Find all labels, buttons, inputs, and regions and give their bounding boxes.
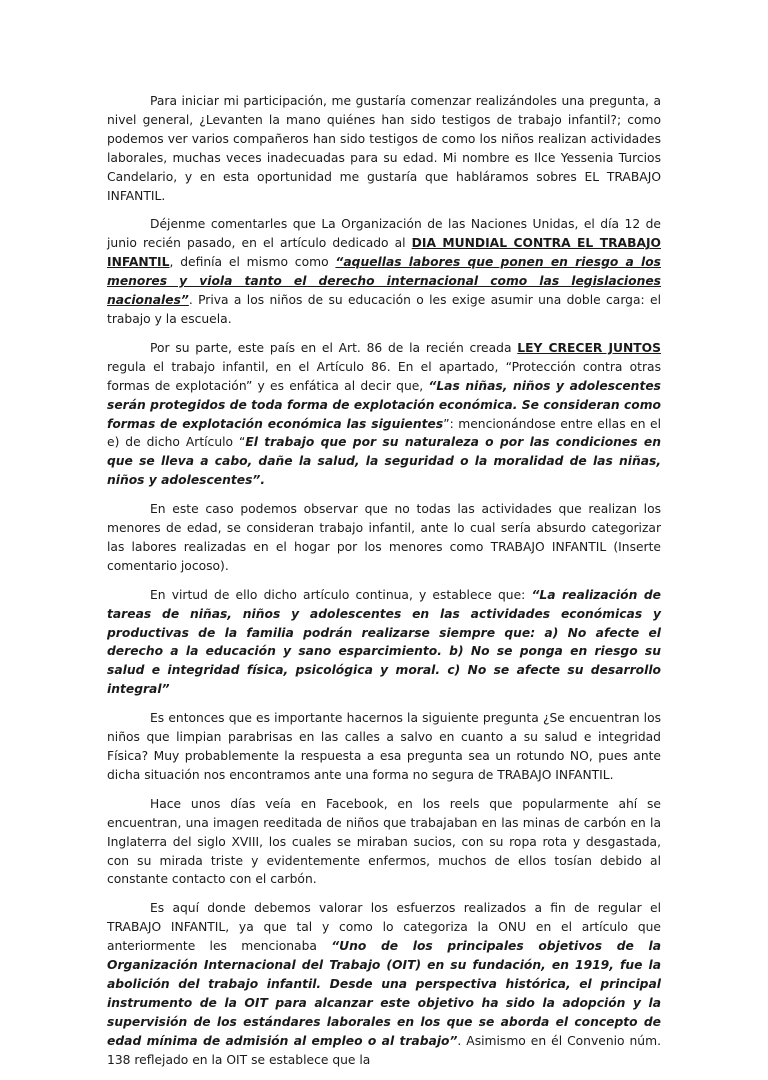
paragraph-text: Es aquí donde debemos valorar los esfuerzos realizados a fin de regular el TRABAJO INFANTIL, ya que tal y como lo categoriza la ONU en el artículo que anteriormente les mencionaba bbox=[107, 901, 661, 954]
paragraph-text: Para iniciar mi participación, me gustaría comenzar realizándoles una pregunta, a nivel general, ¿Levanten la mano quiénes han sido testigos de trabajo infantil?; como podemos ver varios compañeros han sido testigos de como los niños realizan actividades laborales, muchas veces inadecuadas para su edad. Mi nombre es Ilce Yessenia Turcios Candelario, y en esta oportunidad me gustaría que habláramos sobres EL TRABAJO INFANTIL. bbox=[107, 94, 661, 203]
paragraph-ley-crecer-juntos bbox=[107, 339, 661, 490]
paragraph-onu-definition bbox=[107, 215, 661, 328]
article-quote: El trabajo que por su naturaleza o por las condiciones en que se lleva a cabo, dañe la salud, la seguridad o la moralidad de las niñas, niños y adolescentes”. bbox=[107, 435, 661, 488]
paragraph-text: . Priva a los niños de su educación o les exige asumir una doble carga: el trabajo y la escuela. bbox=[107, 293, 661, 326]
paragraph-text: Es entonces que es importante hacernos la siguiente pregunta ¿Se encuentran los niños que limpian parabrisas en las calles a salvo en cuanto a su salud e integridad Física? Muy probablemente la respuesta a esa pregunta sea un rotundo NO, pues ante dicha situación nos encontramos ante una forma no segura de TRABAJO INFANTIL. bbox=[107, 711, 661, 782]
oit-quote: “Uno de los principales objetivos de la Organización Internacional del Trabajo (OIT) en su fundación, en 1919, fue la abolición del trabajo infantil. Desde una perspectiva histórica, el principal instrumento de la OIT para alcanzar este objetivo ha sido la adopción y la supervisión de los estándares laborales en los que se aborda el concepto de edad mínima de admisión al empleo o al trabajo” bbox=[107, 939, 661, 1048]
paragraph-text: regula el trabajo infantil, en el Artículo 86. En el apartado, “Protección contra otras formas de explotación” y es enfática al decir que, bbox=[107, 359, 661, 393]
paragraph-text: Déjenme comentarles que La Organización de las Naciones Unidas, el día 12 de junio recién pasado, en el artículo dedicado al bbox=[107, 217, 661, 251]
day-title: DIA MUNDIAL CONTRA EL TRABAJO INFANTIL bbox=[107, 236, 661, 270]
document-body bbox=[107, 92, 661, 1080]
paragraph-text: Hace unos días veía en Facebook, en los reels que popularmente ahí se encuentran, una imagen reeditada de niños que trabajaban en las minas de carbón en la Inglaterra del siglo XVIII, los cuales se miraban sucios, con su ropa rota y desgastada, con su mirada triste y evidentemente enfermos, muchos de ellos tosían debido al constante contacto con el carbón. bbox=[107, 796, 661, 887]
paragraph-text: En virtud de ello dicho artículo continua, y establece que: bbox=[150, 587, 532, 602]
definition-quote: “aquellas labores que ponen en riesgo a los menores y viola tanto el derecho internacional como las legislaciones nacionales” bbox=[107, 255, 661, 308]
law-quote: “Las niñas, niños y adolescentes serán protegidos de toda forma de explotación económica. Se consideran como formas de explotación económica las siguientes bbox=[107, 378, 661, 431]
paragraph-oit bbox=[107, 899, 661, 1069]
paragraph-household-work bbox=[107, 500, 661, 576]
paragraph-text: , definía el mismo como bbox=[169, 255, 336, 270]
paragraph-question bbox=[107, 709, 661, 785]
law-title: LEY CRECER JUNTOS bbox=[517, 340, 661, 355]
conditions-quote: “La realización de tareas de niñas, niños y adolescentes en las actividades económicas y productivas de la familia podrán realizarse siempre que: a) No afecte el derecho a la educación y sano esparcimiento. b) No se ponga en riesgo su salud e integridad física, psicológica y moral. c) No se afecte su desarrollo integral” bbox=[107, 587, 661, 697]
paragraph-article-continues bbox=[107, 586, 661, 699]
paragraph-text: ”: mencionándose entre ellas en el e) de dicho Artículo “ bbox=[107, 416, 661, 450]
paragraph-text: Por su parte, este país en el Art. 86 de la recién creada bbox=[150, 340, 518, 355]
paragraph-intro bbox=[107, 92, 661, 205]
paragraph-facebook bbox=[107, 795, 661, 890]
paragraph-text: En este caso podemos observar que no todas las actividades que realizan los menores de edad, se consideran trabajo infantil, ante lo cual sería absurdo categorizar las labores realizadas en el hogar por los menores como TRABAJO INFANTIL (Inserte comentario jocoso). bbox=[107, 502, 661, 573]
paragraph-text: . Asimismo en él Convenio núm. 138 reflejado en la OIT se establece que la bbox=[107, 1033, 661, 1067]
